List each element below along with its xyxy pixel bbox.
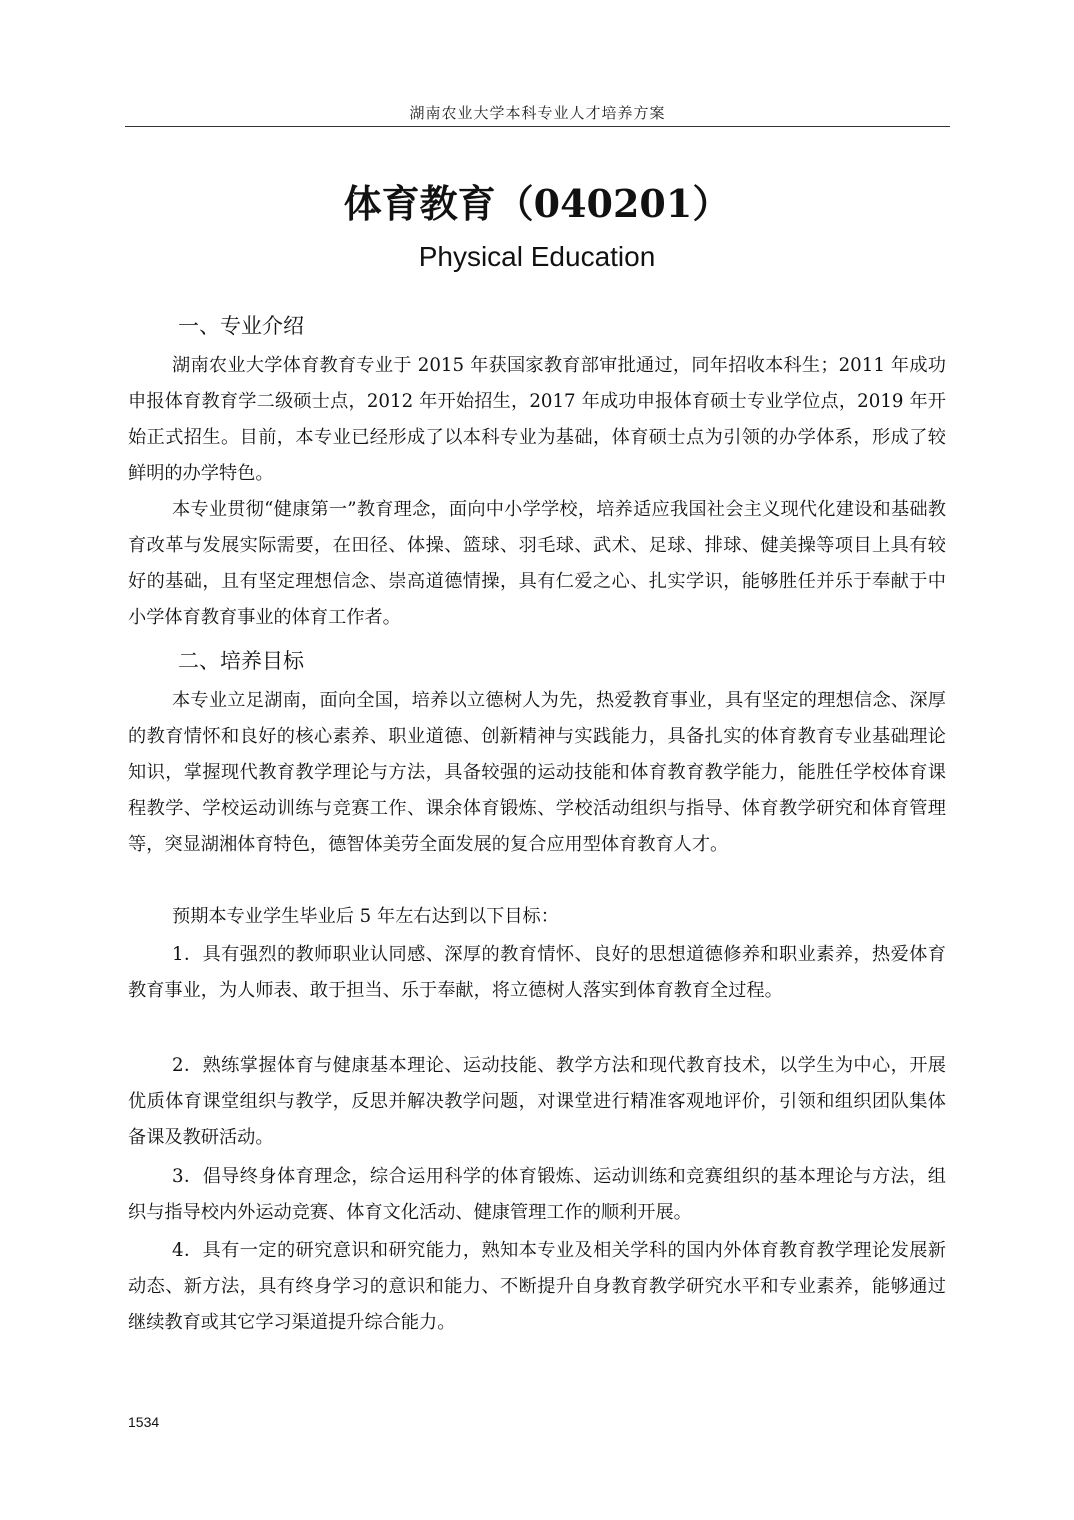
objective-item-4: 4．具有一定的研究意识和研究能力，熟知本专业及相关学科的国内外体育教育教学理论发展新动态、新方法，具有终身学习的意识和能力、不断提升自身教育教学研究水平和专业素养，能够通过继续教育或其它学习渠道提升综合能力。 xyxy=(128,1240,946,1333)
document-subtitle: Physical Education xyxy=(418,241,656,272)
section-heading-intro: 一、专业介绍 xyxy=(178,314,304,338)
objectives-paragraph: 本专业立足湖南，面向全国，培养以立德树人为先，热爱教育事业，具有坚定的理想信念、深厚的教育情怀和良好的核心素养、职业道德、创新精神与实践能力，具备扎实的体育教育专业基础理论知识，掌握现代教育教学理论与方法，具备较强的运动技能和体育教育教学能力，能胜任学校体育课程教学、学校运动训练与竞赛工作、课余体育锻炼、学校活动组织与指导、体育教学研究和体育管理等，突显湖湘体育特色，德智体美劳全面发展的复合应用型体育教育人才。 xyxy=(128,690,946,855)
objective-item-1: 1．具有强烈的教师职业认同感、深厚的教育情怀、良好的思想道德修养和职业素养，热爱体育教育事业，为人师表、敢于担当、乐于奉献，将立德树人落实到体育教育全过程。 xyxy=(128,944,946,1001)
intro-paragraph: 本专业贯彻“健康第一”教育理念，面向中小学学校，培养适应我国社会主义现代化建设和基础教育改革与发展实际需要，在田径、体操、篮球、羽毛球、武术、足球、排球、健美操等项目上具有较好的基础，且有坚定理想信念、崇高道德情操，具有仁爱之心、扎实学识，能够胜任并乐于奉献于中小学体育教育事业的体育工作者。 xyxy=(128,499,946,628)
page-number: 1534 xyxy=(128,1414,160,1430)
section-heading-objectives: 二、培养目标 xyxy=(178,649,304,673)
running-header: 湖南农业大学本科专业人才培养方案 xyxy=(409,104,666,122)
objectives-intro-line: 预期本专业学生毕业后 5 年左右达到以下目标： xyxy=(172,906,559,927)
objective-item-2: 2．熟练掌握体育与健康基本理论、运动技能、教学方法和现代教育技术，以学生为中心，开展优质体育课堂组织与教学，反思并解决教学问题，对课堂进行精准客观地评价，引领和组织团队集体备课及教研活动。 xyxy=(128,1055,946,1148)
intro-paragraph: 湖南农业大学体育教育专业于 2015 年获国家教育部审批通过，同年招收本科生；2011 年成功申报体育教育学二级硕士点，2012 年开始招生，2017 年成功申报体育硕士专业学位点，2019 年开始正式招生。目前，本专业已经形成了以本科专业为基础，体育硕士点为引领的办学体系，形成了较鲜明的办学特色。 xyxy=(128,355,946,484)
document-title: 体育教育（040201） xyxy=(343,181,731,226)
objective-item-3: 3．倡导终身体育理念，综合运用科学的体育锻炼、运动训练和竞赛组织的基本理论与方法，组织与指导校内外运动竞赛、体育文化活动、健康管理工作的顺利开展。 xyxy=(128,1166,946,1223)
header-rule xyxy=(125,126,950,127)
